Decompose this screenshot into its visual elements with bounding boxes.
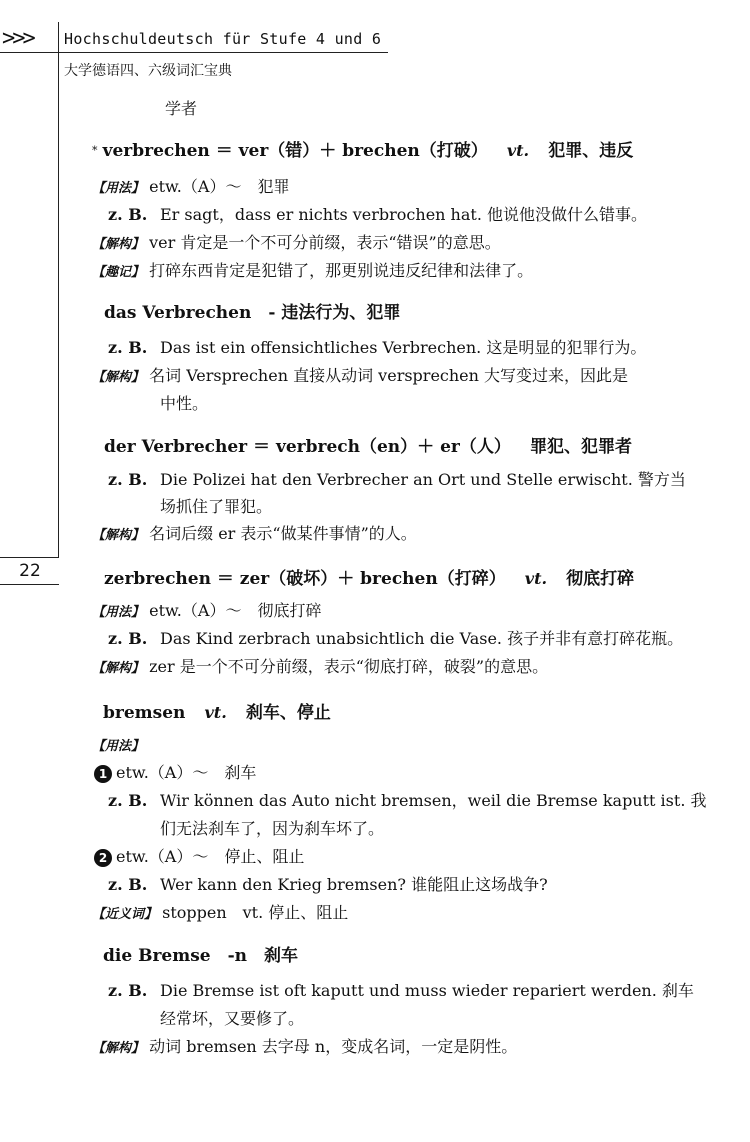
usage-tag-line [92, 734, 144, 758]
example-text: Die Bremse ist oft kaputt und muss wieder repariert werden. 刹车 [160, 981, 694, 1000]
example-text: Wer kann den Krieg bremsen? 谁能阻止这场战争? [160, 875, 548, 894]
book-subtitle: 大学德语四、六级词汇宝典 [64, 63, 232, 79]
analysis-tag: 【解构】 [92, 237, 145, 252]
analysis-text: 动词 bremsen 去字母 n，变成名词，一定是阴性。 [149, 1037, 518, 1056]
usage-text: etw.（A）～ 刹车 [116, 763, 257, 782]
analysis-line [92, 523, 417, 547]
entry-meaning: 犯罪、违反 [548, 141, 634, 161]
analysis-line [92, 656, 548, 680]
entry-head: das Verbrechen - 违法行为、犯罪 [104, 303, 401, 323]
continued-text: 学者 [165, 99, 198, 118]
usage-line-2 [94, 846, 304, 868]
entry-head: der Verbrecher ＝ verbrech（en）＋ er（人） [104, 437, 511, 457]
example-line [108, 874, 548, 896]
usage-text: etw.（A）～ 彻底打碎 [149, 601, 322, 620]
mnemonic-tag: 【趣记】 [92, 265, 145, 280]
entry-der-verbrecher [104, 436, 632, 458]
example-line [108, 469, 686, 491]
book-title: Hochschuldeutsch für Stufe 4 und 6 [64, 30, 382, 48]
analysis-tag: 【解构】 [92, 528, 145, 543]
entry-meaning: 刹车、停止 [245, 703, 331, 723]
mnemonic-line [92, 260, 533, 284]
analysis-line [92, 365, 628, 389]
part-of-speech: vt. [506, 141, 530, 160]
analysis-text: ver 肯定是一个不可分前缀，表示“错误”的意思。 [149, 233, 501, 252]
entry-verbrechen [92, 140, 633, 162]
example-label: z. B. [108, 338, 148, 357]
example-label: z. B. [108, 205, 148, 224]
usage-line-1 [94, 762, 256, 784]
page-number: 22 [19, 561, 41, 581]
page-number-rule-bottom [0, 584, 59, 585]
entry-meaning: 罪犯、犯罪者 [529, 437, 632, 457]
example-label: z. B. [108, 791, 148, 810]
example-line [108, 204, 647, 226]
entry-das-verbrechen [104, 302, 400, 324]
analysis-continuation: 中性。 [160, 394, 209, 413]
analysis-line [92, 232, 501, 256]
example-text: Er sagt，dass er nichts verbrochen hat. 他说他没做什么错事。 [160, 205, 647, 224]
entry-meaning: 彻底打碎 [566, 569, 635, 589]
analysis-text: 名词 Versprechen 直接从动词 versprechen 大写变过来，因此是 [149, 366, 629, 385]
analysis-line [92, 1036, 517, 1060]
usage-text: etw.（A）～ 停止、阻止 [116, 847, 305, 866]
mnemonic-text: 打碎东西肯定是犯错了，那更别说违反纪律和法律了。 [149, 261, 534, 280]
analysis-tag: 【解构】 [92, 1041, 145, 1056]
example-label: z. B. [108, 981, 148, 1000]
example-text: Wir können das Auto nicht bremsen，weil die Bremse kaputt ist. 我 [160, 791, 707, 810]
entry-bremsen [103, 702, 331, 724]
example-continuation: 们无法刹车了，因为刹车坏了。 [160, 819, 385, 838]
entry-head: verbrechen ＝ ver（错）＋ brechen（打破） [102, 141, 488, 161]
example-line [108, 628, 683, 650]
example-line [108, 980, 694, 1002]
part-of-speech: vt. [524, 569, 548, 588]
example-text: Die Polizei hat den Verbrecher an Ort und Stelle erwischt. 警方当 [160, 470, 686, 489]
example-continuation: 经常坏，又要修了。 [160, 1009, 305, 1028]
part-of-speech: vt. [204, 703, 227, 722]
chevron-decoration-icon: >>> [2, 26, 33, 51]
example-continuation: 场抓住了罪犯。 [160, 497, 273, 516]
example-label: z. B. [108, 875, 148, 894]
usage-tag: 【用法】 [92, 739, 145, 754]
entry-die-bremse [103, 945, 298, 967]
margin-rule-top [58, 22, 59, 558]
analysis-tag: 【解构】 [92, 661, 145, 676]
usage-line [92, 600, 321, 624]
analysis-tag: 【解构】 [92, 370, 145, 385]
synonym-text: stoppen vt. 停止、阻止 [162, 903, 349, 922]
example-label: z. B. [108, 629, 148, 648]
example-text: Das ist ein offensichtliches Verbrechen. 这是明显的犯罪行为。 [160, 338, 647, 357]
analysis-text: zer 是一个不可分前缀，表示“彻底打碎，破裂”的意思。 [149, 657, 549, 676]
number-2-icon: 2 [94, 849, 112, 867]
usage-tag: 【用法】 [92, 605, 145, 620]
entry-head: bremsen [103, 703, 186, 723]
entry-zerbrechen [104, 568, 634, 590]
number-1-icon: 1 [94, 765, 112, 783]
usage-tag: 【用法】 [92, 181, 145, 196]
entry-head: die Bremse -n 刹车 [103, 946, 299, 966]
entry-head: zerbrechen ＝ zer（破坏）＋ brechen（打碎） [104, 569, 506, 589]
analysis-text: 名词后缀 er 表示“做某件事情”的人。 [149, 524, 417, 543]
synonym-tag: 【近义词】 [92, 907, 158, 922]
synonym-line [92, 902, 348, 926]
example-line [108, 790, 706, 812]
star-mark: * [92, 144, 98, 157]
example-label: z. B. [108, 470, 148, 489]
example-line [108, 337, 646, 359]
usage-text: etw.（A）～ 犯罪 [149, 177, 290, 196]
usage-line [92, 176, 289, 200]
example-text: Das Kind zerbrach unabsichtlich die Vase. 孩子并非有意打碎花瓶。 [160, 629, 684, 648]
